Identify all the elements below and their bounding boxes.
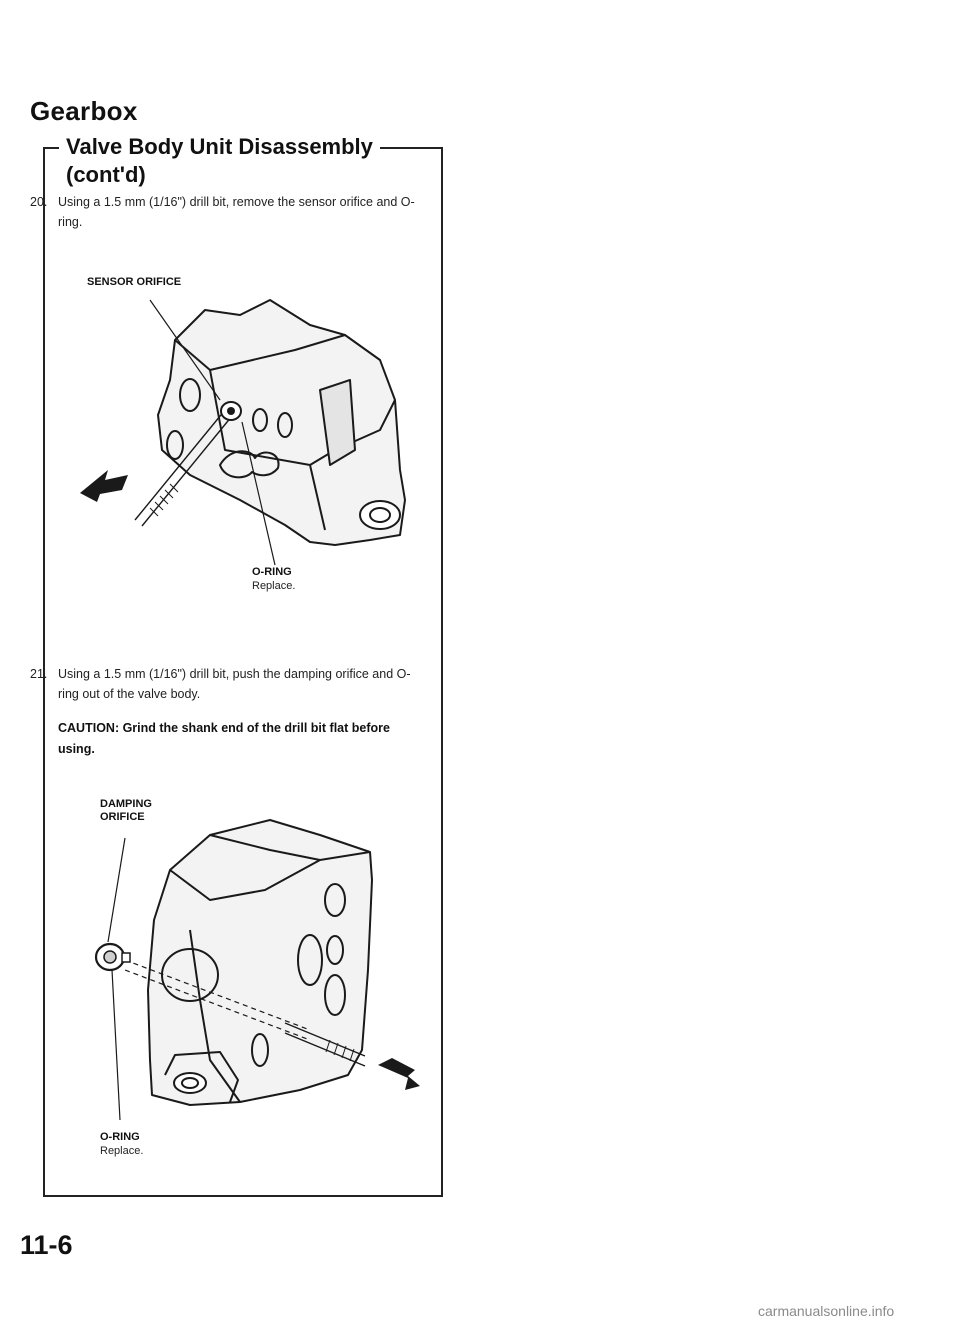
arrow-icon <box>378 1058 420 1090</box>
subtitle-line-1: Valve Body Unit Disassembly <box>66 134 373 159</box>
page-number: 11-6 <box>20 1230 73 1260</box>
arrow-icon <box>80 470 128 502</box>
callout-o-ring: O-RING <box>100 1131 140 1143</box>
valve-body-illustration-1 <box>80 280 440 600</box>
callout-sensor-orifice: SENSOR ORIFICE <box>87 276 182 288</box>
step-text: Using a 1.5 mm (1/16") drill bit, push the damping orifice and O-ring out of the valve body. <box>58 667 411 701</box>
step-number: 21. <box>30 667 48 681</box>
callout-damping-orifice-line-1: DAMPING <box>100 798 152 810</box>
section-title: Gearbox <box>30 96 138 126</box>
callout-o-ring: O-RING <box>252 566 292 578</box>
step-text: Using a 1.5 mm (1/16") drill bit, remove the sensor orifice and O-ring. <box>58 195 415 229</box>
figure-damping-orifice-removal <box>80 790 440 1170</box>
step-21 <box>30 664 430 714</box>
callout-o-ring-note: Replace. <box>100 1145 144 1157</box>
caution-note: CAUTION: Grind the shank end of the drill bit flat before using. <box>58 721 390 756</box>
callout-damping-orifice-line-2: ORIFICE <box>100 811 145 823</box>
step-number: 20. <box>30 195 48 209</box>
subtitle-line-2: (cont'd) <box>66 162 146 187</box>
valve-body-illustration-2 <box>80 790 440 1170</box>
step-20 <box>30 192 430 242</box>
callout-o-ring-note: Replace. <box>252 580 296 592</box>
watermark: carmanualsonline.info <box>758 1303 895 1319</box>
figure-sensor-orifice-removal <box>80 276 440 600</box>
